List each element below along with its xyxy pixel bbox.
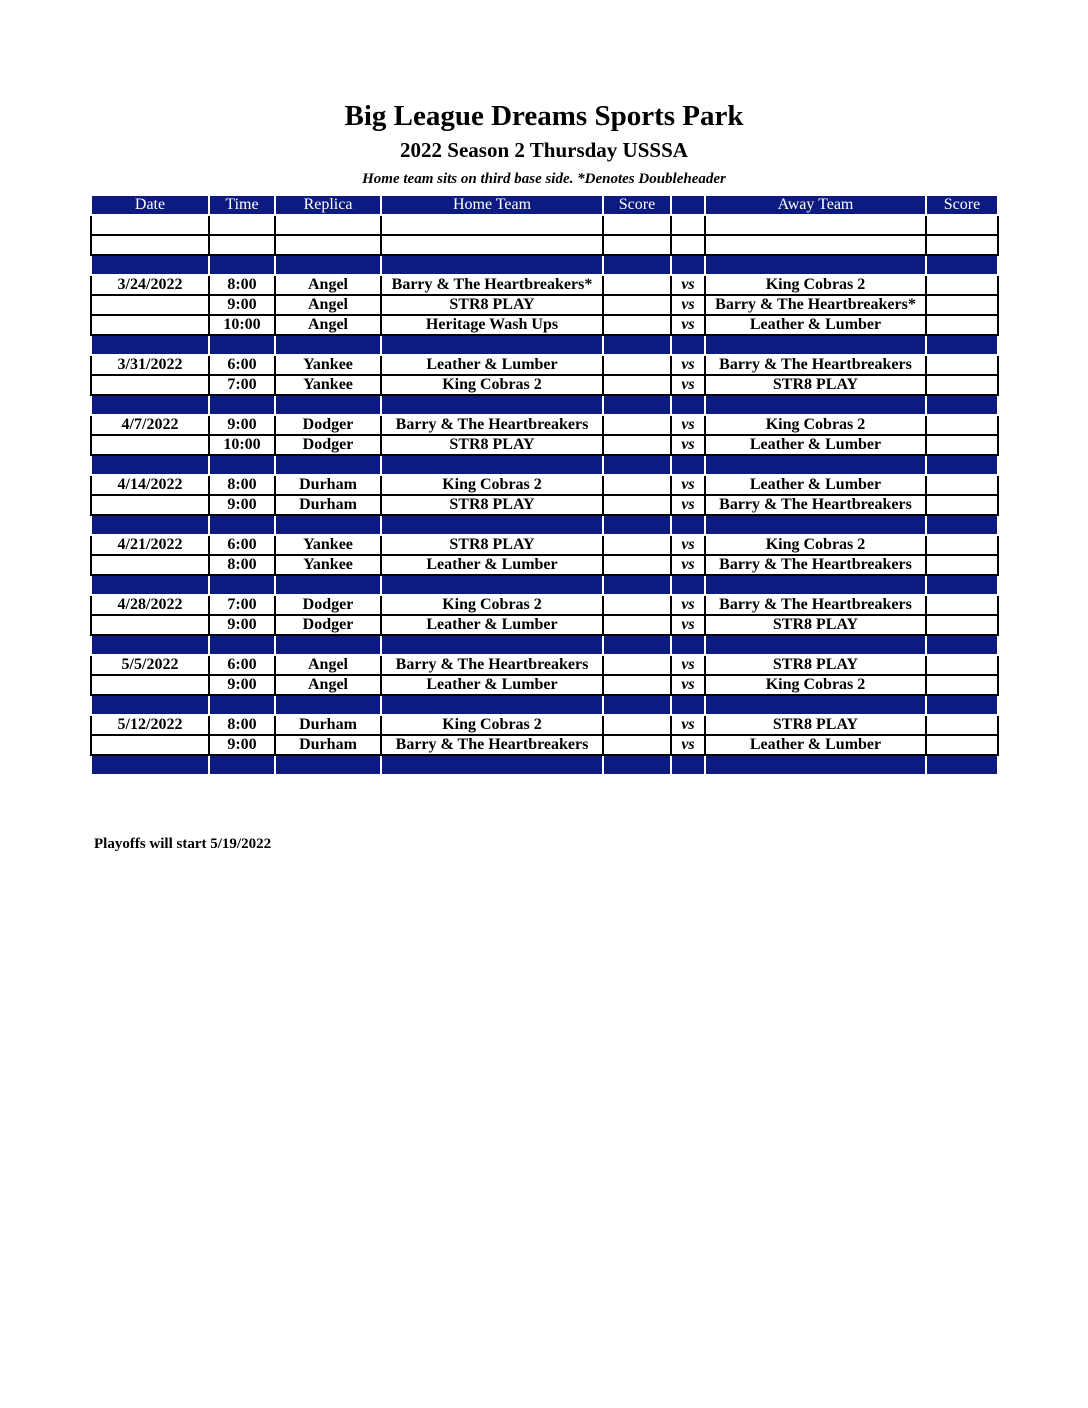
away-score-cell	[926, 255, 998, 275]
column-header-away-score: Score	[926, 195, 998, 215]
time-cell	[209, 635, 275, 655]
replica-cell: Dodger	[275, 415, 381, 435]
separator-row	[91, 255, 998, 275]
away-team-cell	[705, 695, 926, 715]
game-row	[91, 655, 998, 675]
time-cell: 7:00	[209, 595, 275, 615]
column-header-time: Time	[209, 195, 275, 215]
vs-cell: vs	[671, 535, 705, 555]
replica-cell: Yankee	[275, 355, 381, 375]
date-cell	[91, 395, 209, 415]
time-cell: 9:00	[209, 295, 275, 315]
away-team-cell	[705, 575, 926, 595]
home-team-cell: STR8 PLAY	[381, 495, 603, 515]
vs-cell: vs	[671, 735, 705, 755]
home-team-cell: Leather & Lumber	[381, 675, 603, 695]
date-cell: 4/7/2022	[91, 415, 209, 435]
vs-cell: vs	[671, 675, 705, 695]
date-cell: 4/14/2022	[91, 475, 209, 495]
replica-cell: Angel	[275, 275, 381, 295]
home-team-cell: Leather & Lumber	[381, 555, 603, 575]
away-score-cell	[926, 455, 998, 475]
vs-cell: vs	[671, 555, 705, 575]
game-row	[91, 315, 998, 335]
replica-cell: Angel	[275, 655, 381, 675]
date-cell: 3/24/2022	[91, 275, 209, 295]
vs-cell: vs	[671, 435, 705, 455]
home-team-cell: STR8 PLAY	[381, 535, 603, 555]
away-score-cell	[926, 475, 998, 495]
home-team-cell	[381, 575, 603, 595]
time-cell	[209, 515, 275, 535]
vs-cell	[671, 635, 705, 655]
game-row	[91, 495, 998, 515]
away-score-cell	[926, 615, 998, 635]
home-team-cell	[381, 515, 603, 535]
home-score-cell	[603, 515, 671, 535]
home-score-cell	[603, 295, 671, 315]
date-cell: 5/5/2022	[91, 655, 209, 675]
schedule-table	[90, 194, 999, 776]
away-team-cell: STR8 PLAY	[705, 615, 926, 635]
home-team-cell	[381, 235, 603, 255]
away-score-cell	[926, 355, 998, 375]
time-cell: 7:00	[209, 375, 275, 395]
away-score-cell	[926, 415, 998, 435]
schedule-body	[91, 215, 998, 775]
away-score-cell	[926, 335, 998, 355]
separator-row	[91, 695, 998, 715]
time-cell: 9:00	[209, 675, 275, 695]
time-cell: 6:00	[209, 655, 275, 675]
time-cell	[209, 575, 275, 595]
away-score-cell	[926, 315, 998, 335]
time-cell: 9:00	[209, 415, 275, 435]
time-cell: 8:00	[209, 555, 275, 575]
game-row	[91, 355, 998, 375]
away-team-cell	[705, 235, 926, 255]
home-score-cell	[603, 215, 671, 235]
replica-cell: Durham	[275, 735, 381, 755]
home-team-cell	[381, 395, 603, 415]
home-score-cell	[603, 235, 671, 255]
vs-cell: vs	[671, 275, 705, 295]
home-score-cell	[603, 535, 671, 555]
home-score-cell	[603, 675, 671, 695]
away-team-cell	[705, 755, 926, 775]
vs-cell: vs	[671, 715, 705, 735]
home-score-cell	[603, 615, 671, 635]
vs-cell	[671, 215, 705, 235]
replica-cell: Dodger	[275, 435, 381, 455]
replica-cell	[275, 515, 381, 535]
column-header-home-score: Score	[603, 195, 671, 215]
away-score-cell	[926, 515, 998, 535]
away-score-cell	[926, 275, 998, 295]
replica-cell: Durham	[275, 715, 381, 735]
away-score-cell	[926, 575, 998, 595]
game-row	[91, 555, 998, 575]
time-cell	[209, 695, 275, 715]
time-cell: 10:00	[209, 315, 275, 335]
replica-cell	[275, 695, 381, 715]
time-cell: 8:00	[209, 475, 275, 495]
home-team-cell	[381, 335, 603, 355]
game-row	[91, 615, 998, 635]
home-score-cell	[603, 255, 671, 275]
time-cell: 6:00	[209, 535, 275, 555]
home-team-cell: Heritage Wash Ups	[381, 315, 603, 335]
game-row	[91, 475, 998, 495]
date-cell	[91, 335, 209, 355]
page-title: Big League Dreams Sports Park	[344, 100, 744, 132]
date-cell	[91, 695, 209, 715]
column-header-date: Date	[91, 195, 209, 215]
away-team-cell: Barry & The Heartbreakers*	[705, 295, 926, 315]
vs-cell	[671, 335, 705, 355]
date-cell	[91, 555, 209, 575]
replica-cell: Durham	[275, 475, 381, 495]
blank-row	[91, 215, 998, 235]
home-score-cell	[603, 555, 671, 575]
away-team-cell: STR8 PLAY	[705, 715, 926, 735]
away-team-cell	[705, 455, 926, 475]
vs-cell	[671, 235, 705, 255]
vs-cell	[671, 455, 705, 475]
time-cell	[209, 395, 275, 415]
date-cell	[91, 755, 209, 775]
time-cell: 9:00	[209, 735, 275, 755]
game-row	[91, 735, 998, 755]
home-score-cell	[603, 595, 671, 615]
home-score-cell	[603, 655, 671, 675]
time-cell: 8:00	[209, 715, 275, 735]
time-cell: 9:00	[209, 615, 275, 635]
home-score-cell	[603, 275, 671, 295]
away-score-cell	[926, 295, 998, 315]
vs-cell	[671, 395, 705, 415]
home-score-cell	[603, 575, 671, 595]
away-team-cell: Barry & The Heartbreakers	[705, 495, 926, 515]
time-cell	[209, 335, 275, 355]
away-team-cell: Leather & Lumber	[705, 435, 926, 455]
away-team-cell: Leather & Lumber	[705, 475, 926, 495]
game-row	[91, 595, 998, 615]
separator-row	[91, 335, 998, 355]
away-score-cell	[926, 755, 998, 775]
vs-cell	[671, 515, 705, 535]
home-score-cell	[603, 715, 671, 735]
time-cell	[209, 235, 275, 255]
home-team-cell	[381, 695, 603, 715]
away-team-cell: King Cobras 2	[705, 535, 926, 555]
home-score-cell	[603, 755, 671, 775]
home-score-cell	[603, 395, 671, 415]
home-team-cell: King Cobras 2	[381, 595, 603, 615]
away-team-cell: Leather & Lumber	[705, 735, 926, 755]
game-row	[91, 295, 998, 315]
date-cell	[91, 635, 209, 655]
vs-cell: vs	[671, 355, 705, 375]
time-cell: 8:00	[209, 275, 275, 295]
replica-cell	[275, 455, 381, 475]
replica-cell: Yankee	[275, 535, 381, 555]
date-cell	[91, 295, 209, 315]
vs-cell: vs	[671, 315, 705, 335]
separator-row	[91, 575, 998, 595]
column-header-replica: Replica	[275, 195, 381, 215]
home-team-cell: King Cobras 2	[381, 475, 603, 495]
separator-row	[91, 635, 998, 655]
replica-cell: Durham	[275, 495, 381, 515]
home-team-cell	[381, 755, 603, 775]
away-team-cell: Barry & The Heartbreakers	[705, 355, 926, 375]
home-team-cell	[381, 455, 603, 475]
away-score-cell	[926, 675, 998, 695]
time-cell	[209, 255, 275, 275]
home-score-cell	[603, 695, 671, 715]
away-score-cell	[926, 695, 998, 715]
home-score-cell	[603, 495, 671, 515]
home-score-cell	[603, 635, 671, 655]
game-row	[91, 275, 998, 295]
column-header-away-team: Away Team	[705, 195, 926, 215]
away-score-cell	[926, 235, 998, 255]
replica-cell: Angel	[275, 675, 381, 695]
home-team-cell	[381, 215, 603, 235]
away-team-cell	[705, 395, 926, 415]
separator-row	[91, 455, 998, 475]
home-score-cell	[603, 375, 671, 395]
home-team-cell: King Cobras 2	[381, 375, 603, 395]
home-score-cell	[603, 355, 671, 375]
away-score-cell	[926, 215, 998, 235]
date-cell	[91, 735, 209, 755]
vs-cell: vs	[671, 655, 705, 675]
column-header-home-team: Home Team	[381, 195, 603, 215]
away-score-cell	[926, 655, 998, 675]
away-team-cell: STR8 PLAY	[705, 375, 926, 395]
replica-cell	[275, 635, 381, 655]
game-row	[91, 535, 998, 555]
home-team-cell	[381, 635, 603, 655]
away-team-cell	[705, 215, 926, 235]
vs-cell: vs	[671, 595, 705, 615]
away-score-cell	[926, 535, 998, 555]
vs-cell	[671, 695, 705, 715]
game-row	[91, 715, 998, 735]
game-row	[91, 675, 998, 695]
date-cell: 5/12/2022	[91, 715, 209, 735]
column-header-vs	[671, 195, 705, 215]
game-row	[91, 435, 998, 455]
away-team-cell: STR8 PLAY	[705, 655, 926, 675]
time-cell: 6:00	[209, 355, 275, 375]
away-team-cell	[705, 255, 926, 275]
replica-cell	[275, 235, 381, 255]
away-score-cell	[926, 635, 998, 655]
away-score-cell	[926, 495, 998, 515]
away-team-cell: Leather & Lumber	[705, 315, 926, 335]
replica-cell	[275, 215, 381, 235]
away-team-cell: King Cobras 2	[705, 275, 926, 295]
home-team-cell: Barry & The Heartbreakers*	[381, 275, 603, 295]
replica-cell	[275, 575, 381, 595]
time-cell: 9:00	[209, 495, 275, 515]
time-cell: 10:00	[209, 435, 275, 455]
home-score-cell	[603, 455, 671, 475]
doubleheader-note: Home team sits on third base side. *Denotes Doubleheader	[362, 171, 726, 187]
home-team-cell: Leather & Lumber	[381, 355, 603, 375]
replica-cell: Angel	[275, 315, 381, 335]
away-score-cell	[926, 395, 998, 415]
separator-row	[91, 515, 998, 535]
vs-cell: vs	[671, 295, 705, 315]
date-cell	[91, 235, 209, 255]
date-cell	[91, 435, 209, 455]
home-team-cell: STR8 PLAY	[381, 435, 603, 455]
away-team-cell	[705, 335, 926, 355]
separator-row	[91, 755, 998, 775]
home-team-cell: Barry & The Heartbreakers	[381, 415, 603, 435]
replica-cell	[275, 255, 381, 275]
replica-cell: Dodger	[275, 595, 381, 615]
away-team-cell: Barry & The Heartbreakers	[705, 555, 926, 575]
away-team-cell: Barry & The Heartbreakers	[705, 595, 926, 615]
home-team-cell: King Cobras 2	[381, 715, 603, 735]
home-score-cell	[603, 415, 671, 435]
vs-cell: vs	[671, 375, 705, 395]
vs-cell: vs	[671, 495, 705, 515]
date-cell	[91, 495, 209, 515]
playoffs-note: Playoffs will start 5/19/2022	[94, 836, 272, 852]
game-row	[91, 415, 998, 435]
away-score-cell	[926, 435, 998, 455]
home-score-cell	[603, 735, 671, 755]
home-score-cell	[603, 435, 671, 455]
away-score-cell	[926, 715, 998, 735]
vs-cell: vs	[671, 615, 705, 635]
home-score-cell	[603, 335, 671, 355]
date-cell: 4/28/2022	[91, 595, 209, 615]
home-score-cell	[603, 475, 671, 495]
home-team-cell: Leather & Lumber	[381, 615, 603, 635]
vs-cell	[671, 255, 705, 275]
time-cell	[209, 755, 275, 775]
away-team-cell	[705, 515, 926, 535]
date-cell: 3/31/2022	[91, 355, 209, 375]
date-cell	[91, 255, 209, 275]
page-subtitle: 2022 Season 2 Thursday USSSA	[400, 138, 688, 162]
replica-cell: Yankee	[275, 555, 381, 575]
home-team-cell: Barry & The Heartbreakers	[381, 655, 603, 675]
home-team-cell: STR8 PLAY	[381, 295, 603, 315]
home-team-cell	[381, 255, 603, 275]
home-team-cell: Barry & The Heartbreakers	[381, 735, 603, 755]
date-cell	[91, 675, 209, 695]
time-cell	[209, 215, 275, 235]
away-team-cell: King Cobras 2	[705, 675, 926, 695]
replica-cell	[275, 335, 381, 355]
date-cell	[91, 515, 209, 535]
date-cell	[91, 215, 209, 235]
separator-row	[91, 395, 998, 415]
game-row	[91, 375, 998, 395]
date-cell: 4/21/2022	[91, 535, 209, 555]
away-score-cell	[926, 375, 998, 395]
vs-cell	[671, 575, 705, 595]
date-cell	[91, 575, 209, 595]
vs-cell: vs	[671, 415, 705, 435]
vs-cell: vs	[671, 475, 705, 495]
vs-cell	[671, 755, 705, 775]
time-cell	[209, 455, 275, 475]
date-cell	[91, 455, 209, 475]
away-score-cell	[926, 555, 998, 575]
home-score-cell	[603, 315, 671, 335]
replica-cell	[275, 755, 381, 775]
away-score-cell	[926, 595, 998, 615]
away-score-cell	[926, 735, 998, 755]
replica-cell: Dodger	[275, 615, 381, 635]
date-cell	[91, 375, 209, 395]
date-cell	[91, 315, 209, 335]
header-row	[91, 195, 998, 215]
replica-cell: Yankee	[275, 375, 381, 395]
date-cell	[91, 615, 209, 635]
away-team-cell: King Cobras 2	[705, 415, 926, 435]
replica-cell: Angel	[275, 295, 381, 315]
away-team-cell	[705, 635, 926, 655]
blank-row	[91, 235, 998, 255]
replica-cell	[275, 395, 381, 415]
